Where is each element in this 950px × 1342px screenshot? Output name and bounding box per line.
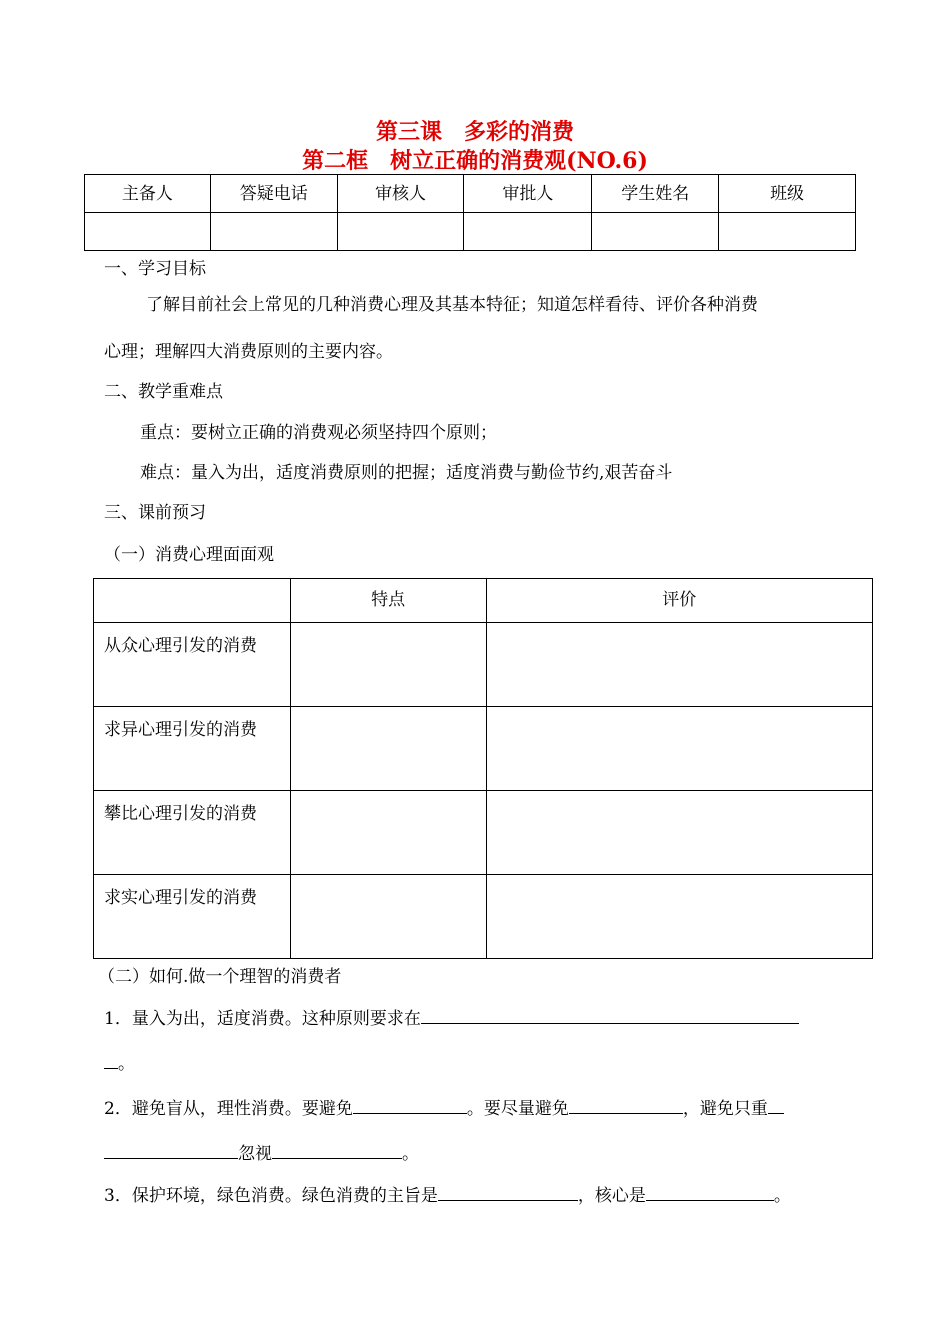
subsection-2-heading: （二）如何.做一个理智的消费者 [98,967,342,987]
col-approver: 审批人 [464,175,592,213]
cell-reviewer-value[interactable] [337,213,464,251]
question-2-part-d: 忽视 [238,1144,272,1164]
section1-heading: 一、学习目标 [104,259,206,279]
question-2-cont [104,1139,419,1164]
row-label-comparison: 攀比心理引发的消费 [94,791,291,875]
blank-1b[interactable] [104,1050,118,1069]
title-line-2: 第二框 树立正确的消费观(NO.6) [302,148,648,174]
subsection-1-heading: （一）消费心理面面观 [104,545,274,565]
cell-conformity-features[interactable] [290,623,486,707]
consumer-psychology-table [93,578,873,959]
section2-heading: 二、教学重难点 [104,382,223,402]
table-header-empty [94,579,291,623]
question-2-part-c: ，避免只重 [682,1099,768,1119]
blank-3b[interactable] [646,1182,774,1201]
question-3-part-a: 3．保护环境，绿色消费。绿色消费的主旨是 [104,1186,438,1206]
question-1-end: 。 [118,1054,135,1074]
question-2-end: 。 [402,1144,419,1164]
cell-comparison-features[interactable] [290,791,486,875]
difficult-point: 难点：量入为出，适度消费原则的把握；适度消费与勤俭节约,艰苦奋斗 [140,463,673,483]
title-line-1: 第三课 多彩的消费 [375,119,574,145]
section1-text-1: 了解目前社会上常见的几种消费心理及其基本特征；知道怎样看待、评价各种消费 [146,295,758,315]
cell-novelty-evaluation[interactable] [486,707,873,791]
col-student-name: 学生姓名 [592,175,719,213]
col-phone: 答疑电话 [210,175,337,213]
blank-2e[interactable] [272,1140,402,1159]
question-2-part-a: 2．避免盲从，理性消费。要避免 [104,1099,353,1119]
cell-practical-features[interactable] [290,875,486,959]
question-1 [104,1004,799,1029]
cell-preparer-value[interactable] [85,213,211,251]
table-header-features: 特点 [290,579,486,623]
row-label-novelty: 求异心理引发的消费 [94,707,291,791]
col-preparer: 主备人 [85,175,211,213]
col-reviewer: 审核人 [337,175,464,213]
section1-text-2: 心理；理解四大消费原则的主要内容。 [104,342,393,362]
cell-approver-value[interactable] [464,213,592,251]
col-class: 班级 [719,175,856,213]
cell-class-value[interactable] [719,213,856,251]
question-1-cont [104,1049,135,1074]
blank-2d[interactable] [104,1140,238,1159]
header-info-table [84,174,856,251]
question-2 [104,1094,784,1119]
blank-3a[interactable] [438,1182,578,1201]
section3-heading: 三、课前预习 [104,503,206,523]
question-3-part-b: ，核心是 [577,1186,646,1206]
cell-phone-value[interactable] [210,213,337,251]
cell-student-name-value[interactable] [592,213,719,251]
cell-practical-evaluation[interactable] [486,875,873,959]
blank-2c[interactable] [768,1095,784,1114]
blank-2a[interactable] [353,1095,467,1114]
key-point: 重点：要树立正确的消费观必须坚持四个原则； [140,423,497,443]
cell-novelty-features[interactable] [290,707,486,791]
question-2-part-b: 。要尽量避免 [466,1099,569,1119]
row-label-practical: 求实心理引发的消费 [94,875,291,959]
question-1-text: 1．量入为出，适度消费。这种原则要求在 [104,1009,421,1029]
question-3 [104,1181,791,1206]
blank-1a[interactable] [421,1005,799,1024]
question-3-end: 。 [773,1186,791,1206]
row-label-conformity: 从众心理引发的消费 [94,623,291,707]
blank-2b[interactable] [569,1095,683,1114]
cell-conformity-evaluation[interactable] [486,623,873,707]
cell-comparison-evaluation[interactable] [486,791,873,875]
table-header-evaluation: 评价 [486,579,873,623]
